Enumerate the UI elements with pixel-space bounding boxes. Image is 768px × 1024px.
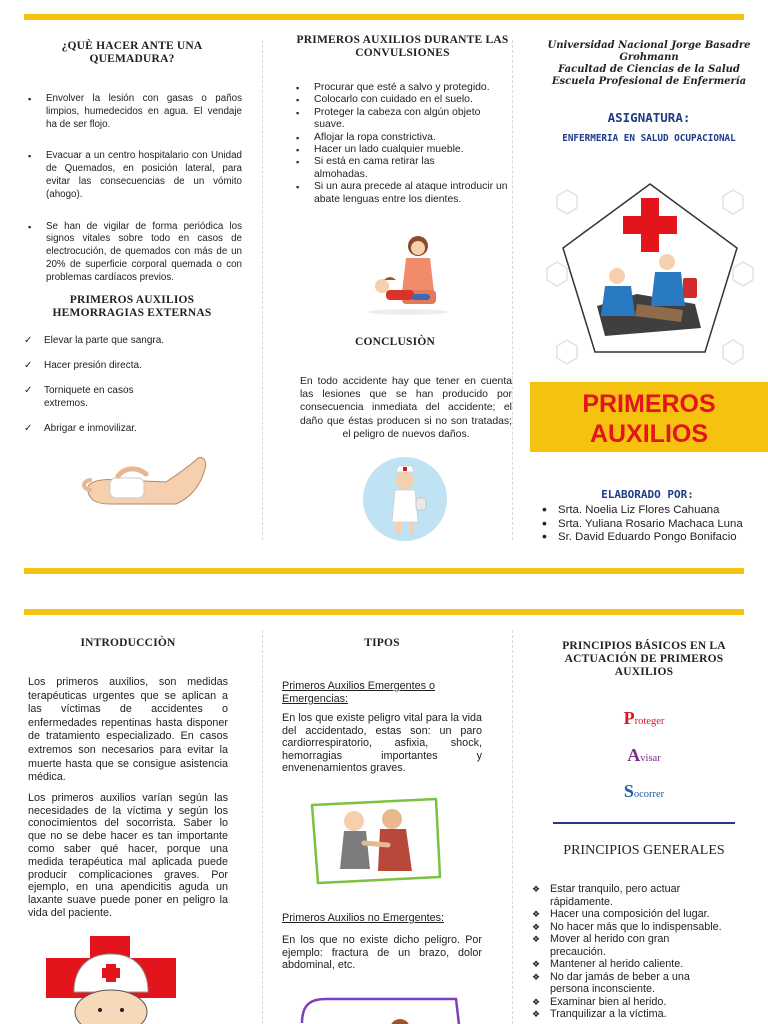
- authors-list: [540, 504, 755, 545]
- list-item: ❖ No hacer más que lo indispensable.: [532, 921, 728, 934]
- school-name: Escuela Profesional de Enfermería: [551, 76, 747, 87]
- title-banner: [530, 382, 768, 452]
- list-item: ▪ Se han de vigilar de forma periódica los signos vitales sobre todo en casos de electrocución, de quemados con más de un 20% de superficie corporal quemada o con problemas cardíacos previos.: [22, 221, 242, 285]
- first-aid-emblem: [545, 176, 755, 366]
- pas-letter: S: [623, 781, 634, 801]
- bottom-col-3: [530, 640, 758, 1021]
- pas-letter: A: [627, 745, 641, 765]
- divider: [512, 630, 513, 1024]
- list-item: • Srta. Noelia Liz Flores Cahuana: [540, 504, 755, 518]
- nurse-cross-illustration: [46, 936, 176, 1024]
- faculty-name: Facultad de Ciencias de la Salud: [558, 64, 740, 75]
- divider: [262, 630, 263, 1024]
- top-col-1: [22, 40, 242, 448]
- burn-title: ¿QUÈ HACER ANTE UNA QUEMADURA?: [61, 40, 203, 65]
- divider: [262, 40, 263, 540]
- convulsions-title: PRIMEROS AUXILIOS DURANTE LAS CONVULSIONES: [296, 34, 509, 59]
- subject-name: ENFERMERIA EN SALUD OCUPACIONAL: [562, 133, 736, 144]
- list-item: ▪ Envolver la lesión con gasas o paños limpios, humedecidos en agua. El vendaje ha de ser flojo.: [22, 93, 242, 131]
- university-name: Universidad Nacional Jorge Basadre Grohmann: [547, 40, 751, 63]
- top-col-2: [290, 34, 515, 440]
- mother-child-illustration: [362, 234, 452, 316]
- pas-protect: [530, 705, 758, 735]
- pas-word: visar: [640, 753, 661, 764]
- list-item: ▪ Evacuar a un centro hospitalario con Unidad de Quemados, en posición lateral, para evitar las consecuencias de un vómito (ahogo).: [22, 150, 242, 201]
- middle-band-bottom: [24, 609, 744, 615]
- list-item: ❖ Mantener al herido caliente.: [532, 958, 728, 971]
- list-item: ▪ Procurar que esté a salvo y protegido.: [290, 82, 510, 94]
- bottom-col-2: [282, 637, 482, 972]
- list-item: ✓ Abrigar e inmovilizar.: [22, 422, 172, 435]
- authors-label: ELABORADO POR:: [601, 488, 694, 501]
- emergent-text: En los que existe peligro vital para la vida del accidentado, estas son: un paro cardiorrespiratorio, asfixia, shock, hemorragias importantes y envenenamientos graves.: [282, 712, 482, 775]
- list-item: ❖ Tranquilizar a la víctima.: [532, 1008, 728, 1021]
- title-line-2: AUXILIOS: [589, 420, 709, 448]
- authors-block: [540, 488, 755, 568]
- general-principles-list: [532, 883, 728, 1021]
- pas-block: [530, 705, 758, 808]
- pas-alert: [530, 742, 758, 772]
- list-item: ▪ Colocarlo con cuidado en el suelo.: [290, 94, 510, 106]
- conclusion-title: CONCLUSIÒN: [355, 336, 435, 348]
- purple-frame-illustration: [296, 993, 466, 1024]
- general-principles-title: PRINCIPIOS GENERALES: [563, 843, 725, 858]
- burn-list: [22, 93, 242, 285]
- section-rule: [553, 822, 735, 824]
- bottom-col-1: [28, 637, 228, 920]
- nurse-illustration: [362, 456, 448, 542]
- list-item: ✓ Torniquete en casos extremos.: [22, 384, 172, 410]
- list-item: ▪ Proteger la cabeza con algún objeto suave.: [290, 107, 510, 132]
- top-band: [24, 14, 744, 20]
- non-emergent-title: Primeros Auxilios no Emergentes:: [282, 911, 445, 924]
- subject-label: ASIGNATURA:: [607, 110, 691, 125]
- list-item: ✓ Hacer presión directa.: [22, 359, 172, 372]
- pas-word: ocorrer: [633, 789, 665, 800]
- list-item: • Sr. David Eduardo Pongo Bonifacio: [540, 531, 755, 545]
- basic-principles-title: PRINCIPIOS BÁSICOS EN LA ACTUACIÓN DE PRIMEROS AUXILIOS: [562, 640, 726, 678]
- heimlich-illustration: [304, 793, 444, 887]
- convulsions-list: [290, 82, 510, 206]
- middle-band-top: [24, 568, 744, 574]
- list-item: ❖ Examinar bien al herido.: [532, 996, 728, 1009]
- list-item: ❖ Hacer una composición del lugar.: [532, 908, 728, 921]
- list-item: ▪ Si un aura precede al ataque introducir un abate lenguas entre los dientes.: [290, 181, 510, 206]
- foot-bandage-illustration: [80, 452, 210, 514]
- hemorrhage-title: PRIMEROS AUXILIOS HEMORRAGIAS EXTERNAS: [52, 293, 212, 319]
- intro-paragraph-2: Los primeros auxilios varían según las necesidades de la víctima y según los conocimientos del socorrista. Saber lo que no se debe hacer es tan importante como saber qué hacer, porque una medida terapéutica mal aplicada puede producir complicaciones graves. Por ejemplo, en una apendicitis aguda un laxante suave puede poner en peligro la vida del paciente.: [28, 791, 228, 919]
- list-item: ▪ Aflojar la ropa constrictiva.: [290, 132, 510, 144]
- list-item: ❖ Estar tranquilo, pero actuar rápidamente.: [532, 883, 728, 908]
- types-title: TIPOS: [364, 637, 400, 649]
- list-item: ▪ Si está en cama retirar las almohadas.: [290, 156, 510, 181]
- list-item: ❖ Mover al herido con gran precaución.: [532, 933, 728, 958]
- hemorrhage-list: [22, 334, 172, 436]
- conclusion-text: En todo accidente hay que tener en cuenta las lesiones que se han producido por consecuencia inmediata del accidente; el daño que éstas producen si no son tratadas; el peligro de nuevos daños.: [300, 376, 512, 440]
- top-col-3: [535, 40, 763, 144]
- title-line-1: PRIMEROS: [582, 390, 716, 418]
- pas-help: [530, 778, 758, 808]
- list-item: ❖ No dar jamás de beber a una persona inconsciente.: [532, 971, 728, 996]
- intro-paragraph-1: Los primeros auxilios, son medidas terapéuticas urgentes que se aplican a las víctimas de accidentes o enfermedades repentinas hasta disponer de tratamiento especializado. En casos extremos son necesarios para evitar la muerte hasta que se consigue asistencia médica.: [28, 676, 228, 784]
- emergent-title: Primeros Auxilios Emergentes o Emergencias:: [282, 680, 436, 705]
- list-item: • Srta. Yuliana Rosario Machaca Luna: [540, 518, 755, 532]
- pas-letter: P: [623, 708, 635, 728]
- intro-title: INTRODUCCIÒN: [80, 637, 176, 649]
- list-item: ✓ Elevar la parte que sangra.: [22, 334, 172, 347]
- list-item: ▪ Hacer un lado cualquier mueble.: [290, 144, 510, 156]
- non-emergent-text: En los que no existe dicho peligro. Por ejemplo: fractura de un brazo, dolor abdominal, etc.: [282, 933, 482, 972]
- pas-word: roteger: [634, 716, 665, 727]
